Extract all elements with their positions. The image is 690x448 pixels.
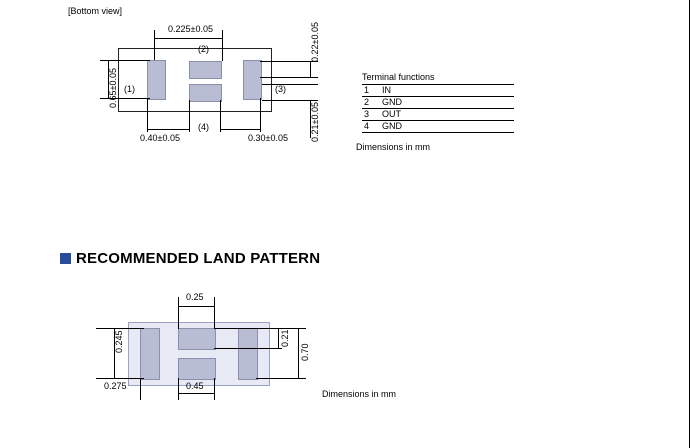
lp-ext-inner-b <box>214 348 282 349</box>
terminal-number: 3 <box>362 109 380 121</box>
land-pad-top-middle <box>178 328 216 350</box>
terminal-functions-table <box>362 72 514 133</box>
terminal-pad-1 <box>147 60 166 100</box>
table-row <box>362 109 514 121</box>
land-pad-right <box>238 328 258 380</box>
lp-dim-left-upper-label: 0.245 <box>114 330 124 353</box>
lp-dim-top-label: 0.25 <box>186 292 204 302</box>
table-row <box>362 85 514 97</box>
terminal-callout-1: (1) <box>124 84 135 94</box>
table-row <box>362 121 514 133</box>
ext-line-br-a <box>220 100 221 132</box>
lp-dim-line-bottom <box>178 393 214 394</box>
terminal-number: 2 <box>362 97 380 109</box>
terminal-pad-2 <box>189 61 222 79</box>
bottom-view-label: [Bottom view] <box>68 6 123 16</box>
square-bullet-icon <box>60 253 71 264</box>
dim-line-top <box>154 38 222 39</box>
dim-bottom-left-label: 0.40±0.05 <box>140 133 180 143</box>
terminal-function: GND <box>380 97 514 109</box>
terminal-pad-3 <box>243 60 262 100</box>
dimensions-note-top: Dimensions in mm <box>356 142 431 152</box>
lp-dim-left-lower-label: 0.275 <box>104 381 127 391</box>
ext-line-top-b <box>222 30 223 61</box>
section-title: RECOMMENDED LAND PATTERN <box>76 250 321 267</box>
lp-ext-left-b <box>96 378 144 379</box>
dim-top-label: 0.225±0.05 <box>168 24 213 34</box>
section-header-recommended-land-pattern <box>60 250 320 267</box>
lp-ext-outer-b <box>256 378 306 379</box>
lp-ext-left-a <box>96 328 144 329</box>
ext-line-br-b <box>260 98 261 132</box>
dim-left-label: 0.65±0.05 <box>108 68 118 108</box>
lp-dim-line-top <box>178 306 214 307</box>
lp-dim-inner-label: 0.21 <box>280 329 290 347</box>
ext-line-right-a <box>262 84 318 85</box>
land-pad-bottom-middle <box>178 358 216 380</box>
lp-ext-top-a <box>178 297 179 329</box>
terminal-number: 4 <box>362 121 380 133</box>
terminal-table-title: Terminal functions <box>362 72 435 82</box>
terminal-pad-4 <box>189 84 222 102</box>
lp-ext-top-b <box>214 297 215 329</box>
terminal-callout-4: (4) <box>198 122 209 132</box>
lp-dim-bottom-label: 0.45 <box>186 381 204 391</box>
terminal-function: IN <box>380 85 514 97</box>
dim-line-bottom-right <box>220 129 260 130</box>
terminal-function: OUT <box>380 109 514 121</box>
lp-ext-bottom-b <box>178 378 179 400</box>
terminal-callout-2: (2) <box>198 44 209 54</box>
dim-topright-label: 0.22±0.05 <box>310 22 320 62</box>
table-row <box>362 97 514 109</box>
dim-line-topright <box>310 61 311 77</box>
ext-line-bl-b <box>189 100 190 132</box>
terminal-callout-3: (3) <box>275 84 286 94</box>
dim-bottom-right-label: 0.30±0.05 <box>248 133 288 143</box>
dim-right-label: 0.21±0.05 <box>310 102 320 142</box>
lp-ext-bottom-c <box>214 378 215 400</box>
terminal-number: 1 <box>362 85 380 97</box>
lp-dim-outer-label: 0.70 <box>300 343 310 361</box>
lp-dim-line-outer <box>298 328 299 378</box>
ext-line-top-a <box>154 30 155 60</box>
land-pattern-diagram <box>0 285 340 415</box>
lp-ext-bottom-a <box>140 378 141 400</box>
bottom-view-diagram <box>0 0 340 170</box>
dim-line-bottom-left <box>147 129 189 130</box>
terminal-function: GND <box>380 121 514 133</box>
ext-line-topright-b <box>260 77 318 78</box>
dimensions-note-bottom: Dimensions in mm <box>322 389 397 399</box>
lp-dim-line-inner <box>278 328 279 348</box>
ext-line-bl-a <box>147 98 148 132</box>
land-pad-left <box>140 328 160 380</box>
